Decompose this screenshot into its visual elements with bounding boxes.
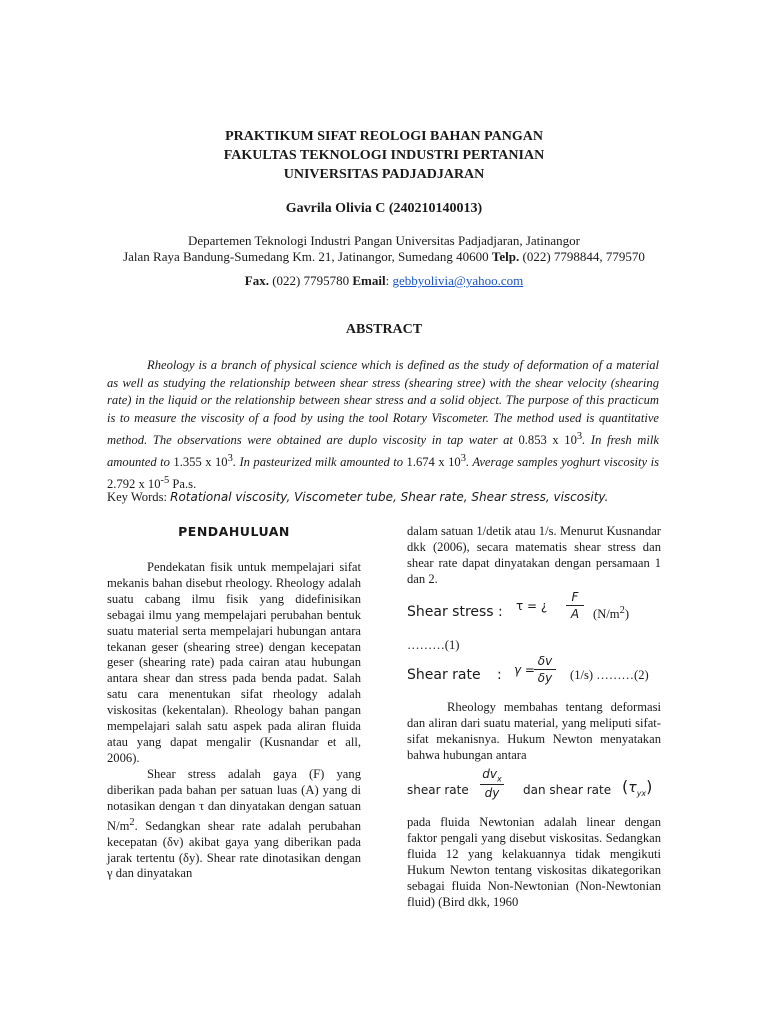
right-paragraph-3: pada fluida Newtonian adalah linear dengan faktor pengali yang disebut viskositas. Sedangkan fluida 12 yang kelakuannya tidak mengikuti Hukum Newton tentang viskositas dikategorikan sebagai fluida Non-Newtonian (Non-Newtonian fluid) (Bird dkk, 1960 xyxy=(407,815,661,909)
abstract-value-4: 2.792 x 10 xyxy=(107,476,161,491)
affiliation-line-1: Departemen Teknologi Industri Pangan Universitas Padjadjaran, Jatinangor xyxy=(188,233,580,248)
fax-value: (022) 7795780 xyxy=(268,273,353,288)
eq1-label: Shear stress : xyxy=(407,604,503,620)
eq2-label: Shear rate xyxy=(407,667,481,683)
eq2-fraction xyxy=(534,654,556,685)
abstract-unit: Pa.s. xyxy=(169,476,197,491)
eq1-denominator: A xyxy=(570,607,580,621)
right-column-mid xyxy=(407,700,661,764)
left-paragraph-1: Pendekatan fisik untuk mempelajari sifat mekanis bahan disebut rheology. Rheology adalah suatu cabang ilmu fisik yang didefinisikan sebagai ilmu yang mempelajari perubahan bentuk suatu material serta mempelajari hubungan antara tekanan geser (shearing stree) dengan kecepatan geser (shearing rate) pada cairan atau hubungan antara shear dan stress pada benda padat. Salah satu cara menentukan sifat rheology adalah viskositas (kekentalan). Rheology bahan pangan mempelajari salah satu aspek pada aliran fluida atau yang dapat mengalir (Kusnandar et all, 2006). xyxy=(107,560,361,765)
eq1-unit-text: (N/m xyxy=(593,607,620,622)
abstract-exp-1: 3 xyxy=(576,430,583,442)
eq3-denominator: dy xyxy=(484,786,500,801)
eq3-tau-sub: yx xyxy=(636,788,647,798)
left-column xyxy=(107,560,361,882)
keywords xyxy=(107,490,667,505)
paper-title xyxy=(0,127,768,184)
address-text: Jalan Raya Bandung-Sumedang Km. 21, Jatinangor, Sumedang 40600 xyxy=(123,249,492,264)
eq1-fraction xyxy=(566,590,584,621)
author: Gavrila Olivia C (240210140013) xyxy=(285,201,483,216)
section-heading-pendahuluan: PENDAHULUAN xyxy=(178,524,290,539)
title-line-2: FAKULTAS TEKNOLOGI INDUSTRI PERTANIAN xyxy=(223,148,545,163)
affiliation xyxy=(0,233,768,265)
left-paragraph-2 xyxy=(107,767,361,883)
telp-value: (022) 7798844, 779570 xyxy=(519,249,645,264)
eq3-tau-symbol: τ xyxy=(628,780,637,796)
title-line-1: PRAKTIKUM SIFAT REOLOGI BAHAN PANGAN xyxy=(225,129,543,144)
email-label: Email xyxy=(352,273,386,288)
left-paragraph-2-sup: 2 xyxy=(129,816,135,828)
abstract-text-1: Rheology is a branch of physical science which is defined as the study of deformation of a material as well as studying the relationship between shear stress (shearing stree) with the shear velocity (shearing rate) in the liquid or the relationship between shear stress and a solid object. The purpose of this practicum is to measure the viscosity of a food by using the tool Rotary Viscometer. The method used is quantitative method. The observations were obtained are duplo viscosity in tap water at xyxy=(107,358,659,447)
keywords-list: Rotational viscosity, Viscometer tube, Shear rate, Shear stress, viscosity. xyxy=(170,490,609,504)
left-paragraph-2b: . Sedangkan shear rate adalah perubahan kecepatan (δv) akibat gaya yang diberikan pada jarak tertentu (δy). Shear rate dinotasikan dengan γ dan dinyatakan xyxy=(107,818,361,881)
left-paragraph-2a: Shear stress adalah gaya (F) yang diberikan pada bahan per satuan luas (A) yang di notasikan dengan τ dan dinyatakan dengan satuan N/m xyxy=(107,766,361,833)
email-link[interactable]: gebbyolivia@yahoo.com xyxy=(392,273,524,288)
right-paragraph-1: dalam satuan 1/detik atau 1/s. Menurut Kusnandar dkk (2006), secara matematis shear stress dan shear rate dapat dinyatakan dengan persamaan 1 dan 2. xyxy=(407,524,661,586)
eq3-numerator-sub: x xyxy=(496,774,502,784)
eq3-tau: $(\tau_{yx})$ xyxy=(622,777,653,798)
eq1-lhs: τ = ¿ xyxy=(516,599,548,613)
email-separator: : xyxy=(385,273,393,288)
abstract-value-1: 0.853 x 10 xyxy=(518,433,577,447)
eq3-middle: dan shear rate xyxy=(523,783,612,797)
right-paragraph-2: Rheology membahas tentang deformasi dan aliran dari suatu material, yang meliputi sifat-sifat mekanisnya. Hukum Newton menyatakan bahwa hubungan antara xyxy=(407,700,661,762)
eq3-fraction xyxy=(480,767,504,800)
abstract-body xyxy=(107,357,659,493)
eq3-numerator-text: dv xyxy=(482,767,497,781)
eq1-unit xyxy=(593,605,629,622)
abstract-value-3: 1.674 x 10 xyxy=(406,454,461,469)
contact-line xyxy=(0,273,768,289)
right-column-top xyxy=(407,524,661,588)
abstract-heading: ABSTRACT xyxy=(345,322,423,337)
eq1-fraction-bar xyxy=(566,605,584,606)
eq1-unit-end: ) xyxy=(624,607,630,622)
eq2-unit: (1/s) ………(2) xyxy=(570,668,649,682)
eq2-colon: : xyxy=(497,667,502,683)
abstract-exp-3: 3 xyxy=(460,452,466,464)
eq2-lhs: γ = xyxy=(514,663,535,677)
abstract-text-4: . Average samples yoghurt viscosity is xyxy=(465,454,659,469)
keywords-label: Key Words: xyxy=(107,490,171,504)
eq1-unit-sup: 2 xyxy=(619,605,625,616)
title-line-3: UNIVERSITAS PADJADJARAN xyxy=(283,167,485,182)
eq1-number: ………(1) xyxy=(407,638,460,652)
eq3-label: shear rate xyxy=(407,783,469,797)
abstract-exp-4: -5 xyxy=(160,474,170,486)
abstract-text-3: . In pasteurized milk amounted to xyxy=(232,454,407,469)
right-column-bottom xyxy=(407,815,661,910)
abstract-exp-2: 3 xyxy=(227,452,233,464)
eq2-fraction-bar xyxy=(534,669,556,670)
eq3-numerator xyxy=(482,767,502,784)
eq2-numerator: δv xyxy=(537,654,553,668)
eq2-denominator: δy xyxy=(537,671,553,685)
eq1-numerator: F xyxy=(571,590,579,604)
abstract-text-2: . In fresh milk amounted to xyxy=(107,433,659,469)
fax-label: Fax. xyxy=(244,273,269,288)
telp-label: Telp. xyxy=(491,249,520,264)
affiliation-line-2 xyxy=(0,249,768,265)
abstract-value-2: 1.355 x 10 xyxy=(173,454,228,469)
eq3-fraction-bar xyxy=(480,784,504,785)
